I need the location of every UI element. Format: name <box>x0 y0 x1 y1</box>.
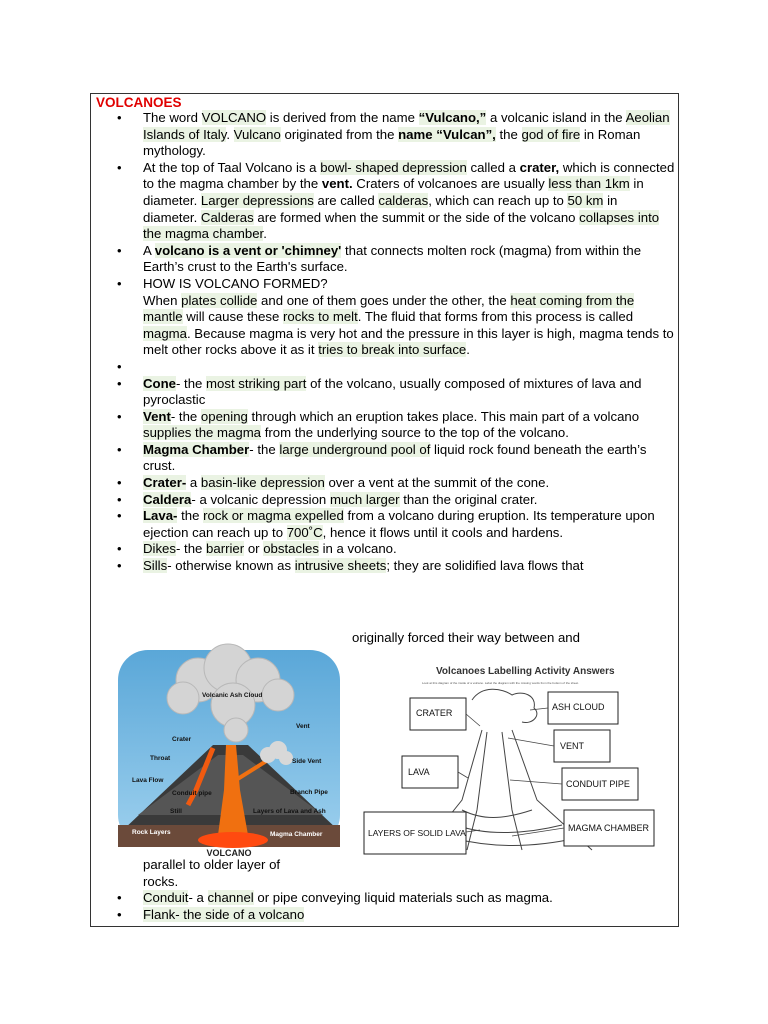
label-layers: Layers of Lava and Ash <box>253 808 326 815</box>
list-item: • Caldera- a volcanic depression much larger than the original crater. <box>115 492 675 509</box>
label-magma-chamber: Magma Chamber <box>270 831 323 838</box>
figure1-caption: VOLCANO <box>206 848 252 858</box>
list-item: • Crater- a basin-like depression over a vent at the summit of the cone. <box>115 475 675 492</box>
label-lava-flow: Lava Flow <box>132 777 164 784</box>
list-item: • Magma Chamber- the large underground pool of liquid rock found beneath the earth’s crust. <box>115 442 675 475</box>
leader-lines <box>458 708 564 836</box>
list-item: • At the top of Taal Volcano is a bowl- shaped depression called a crater, which is connected to the magma chamber by the vent. Craters of volcanoes are usually less than 1km in diameter. Larger depressions are called calderas, which can reach up to 50 km in diameter. Calderas are formed when the summit or the side of the volcano collapses into the magma chamber. <box>115 160 675 243</box>
label-crater: CRATER <box>416 708 453 718</box>
list-item: • Lava- the rock or magma expelled from a volcano during eruption. Its temperature upon ejection can reach up to 700˚C, hence it flows until it cools and hardens. <box>115 508 675 541</box>
label-layers: LAYERS OF SOLID LAVA <box>368 828 466 838</box>
list-item: • Conduit- a channel or pipe conveying liquid materials such as magma. <box>115 890 675 907</box>
label-side-vent: Side Vent <box>292 758 322 765</box>
sills-continuation-lines: parallel to older layer of rocks. <box>143 857 281 889</box>
label-throat: Throat <box>150 755 171 762</box>
list-item: • HOW IS VOLCANO FORMED? When plates collide and one of them goes under the other, the heat coming from the mantle will cause these rocks to melt. The fluid that forms from this process is called magma. Because magma is very hot and the pressure in this layer is high, magma tends to melt other rocks above it as it tries to break into surface. <box>115 276 675 359</box>
volcano-facts-list-continued <box>115 890 675 923</box>
list-item: • Vent- the opening through which an eruption takes place. This main part of a volcano supplies the magma from the underlying source to the top of the volcano. <box>115 409 675 442</box>
label-vent: VENT <box>560 741 585 751</box>
list-item: • Dikes- the barrier or obstacles in a volcano. <box>115 541 675 558</box>
label-ash-cloud: Volcanic Ash Cloud <box>202 692 263 699</box>
document-title: VOLCANOES <box>96 95 182 110</box>
list-item: • Flank- the side of a volcano <box>115 907 675 924</box>
label-vent: Vent <box>296 723 310 730</box>
figure2-title: Volcanoes Labelling Activity Answers <box>436 666 615 677</box>
list-item-empty <box>115 359 675 376</box>
figure2-subtitle: Look at this diagram of the inside of a volcano. Label the diagram with the missing words from the bottom of the sheet. <box>422 681 579 685</box>
volcano-illustration <box>118 640 340 860</box>
magma-chamber <box>198 832 268 848</box>
label-crater: Crater <box>172 736 192 743</box>
label-rock-layers: Rock Layers <box>132 829 171 836</box>
section-heading: • HOW IS VOLCANO FORMED? <box>143 275 328 291</box>
label-sill: Still <box>170 808 182 815</box>
label-conduit-pipe: Conduit pipe <box>172 790 212 797</box>
sills-continuation: originally forced their way between and <box>352 630 580 645</box>
list-item: • A volcano is a vent or 'chimney' that connects molten rock (magma) from within the Earth’s crust to the Earth's surface. <box>115 243 675 276</box>
list-item: • The word VOLCANO is derived from the name “Vulcano,” a volcanic island in the Aeolian Islands of Italy. Vulcano originated from the name “Vulcan”, the god of fire in Roman mythology. <box>115 110 675 160</box>
list-item: • Sills- otherwise known as intrusive sheets; they are solidified lava flows that <box>115 558 675 575</box>
labelling-activity-diagram <box>362 660 658 856</box>
volcano-facts-list <box>115 110 675 575</box>
label-ash-cloud: ASH CLOUD <box>552 702 605 712</box>
label-branch-pipe: Branch Pipe <box>290 789 328 796</box>
list-item: • Cone- the most striking part of the volcano, usually composed of mixtures of lava and pyroclastic <box>115 376 675 409</box>
label-conduit-pipe: CONDUIT PIPE <box>566 779 630 789</box>
label-magma-chamber: MAGMA CHAMBER <box>568 823 650 833</box>
label-lava: LAVA <box>408 767 430 777</box>
